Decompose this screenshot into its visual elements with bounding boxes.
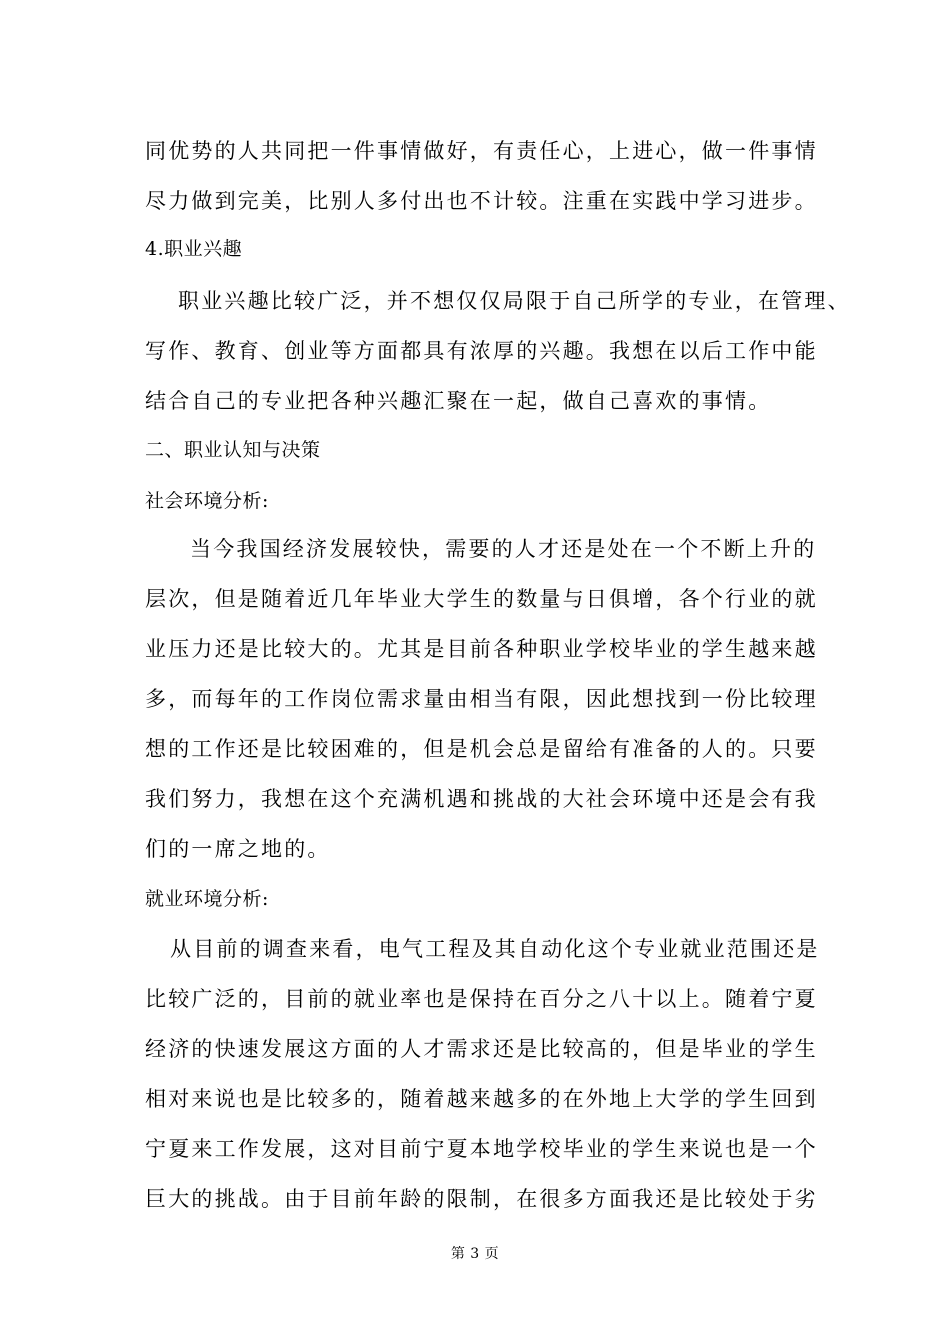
paragraph-line: 想的工作还是比较困难的，但是机会总是留给有准备的人的。只要 bbox=[145, 737, 818, 761]
paragraph-line: 当今我国经济发展较快，需要的人才还是处在一个不断上升的 bbox=[190, 537, 817, 561]
paragraph-line: 经济的快速发展这方面的人才需求还是比较高的，但是毕业的学生 bbox=[145, 1037, 818, 1061]
paragraph-line: 业压力还是比较大的。尤其是目前各种职业学校毕业的学生越来越 bbox=[145, 637, 818, 661]
paragraph-line: 写作、教育、创业等方面都具有浓厚的兴趣。我想在以后工作中能 bbox=[145, 339, 818, 363]
paragraph-line: 同优势的人共同把一件事情做好，有责任心，上进心，做一件事情 bbox=[145, 139, 818, 163]
paragraph-line: 相对来说也是比较多的，随着越来越多的在外地上大学的学生回到 bbox=[145, 1087, 818, 1111]
paragraph-line: 我们努力，我想在这个充满机遇和挑战的大社会环境中还是会有我 bbox=[145, 787, 818, 811]
subheading-social-environment: 社会环境分析: bbox=[145, 490, 269, 512]
paragraph-line: 结合自己的专业把各种兴趣汇聚在一起，做自己喜欢的事情。 bbox=[145, 389, 772, 413]
paragraph-line: 巨大的挑战。由于目前年龄的限制，在很多方面我还是比较处于劣 bbox=[145, 1187, 818, 1211]
paragraph-line: 多，而每年的工作岗位需求量由相当有限，因此想找到一份比较理 bbox=[145, 687, 818, 711]
section-heading-career-interest: 4.职业兴趣 bbox=[145, 238, 243, 260]
page-number: 第 3 页 bbox=[450, 1246, 500, 1262]
paragraph-line: 职业兴趣比较广泛，并不想仅仅局限于自己所学的专业，在管理、 bbox=[178, 289, 851, 313]
paragraph-line: 从目前的调查来看，电气工程及其自动化这个专业就业范围还是 bbox=[170, 937, 820, 961]
paragraph-line: 尽力做到完美，比别人多付出也不计较。注重在实践中学习进步。 bbox=[145, 189, 818, 213]
section-heading-career-cognition: 二、职业认知与决策 bbox=[145, 439, 321, 461]
subheading-employment-environment: 就业环境分析: bbox=[145, 888, 269, 910]
paragraph-line: 宁夏来工作发展，这对目前宁夏本地学校毕业的学生来说也是一个 bbox=[145, 1137, 818, 1161]
paragraph-line: 比较广泛的，目前的就业率也是保持在百分之八十以上。随着宁夏 bbox=[145, 987, 818, 1011]
paragraph-line: 们的一席之地的。 bbox=[145, 837, 331, 861]
paragraph-line: 层次，但是随着近几年毕业大学生的数量与日俱增，各个行业的就 bbox=[145, 587, 818, 611]
